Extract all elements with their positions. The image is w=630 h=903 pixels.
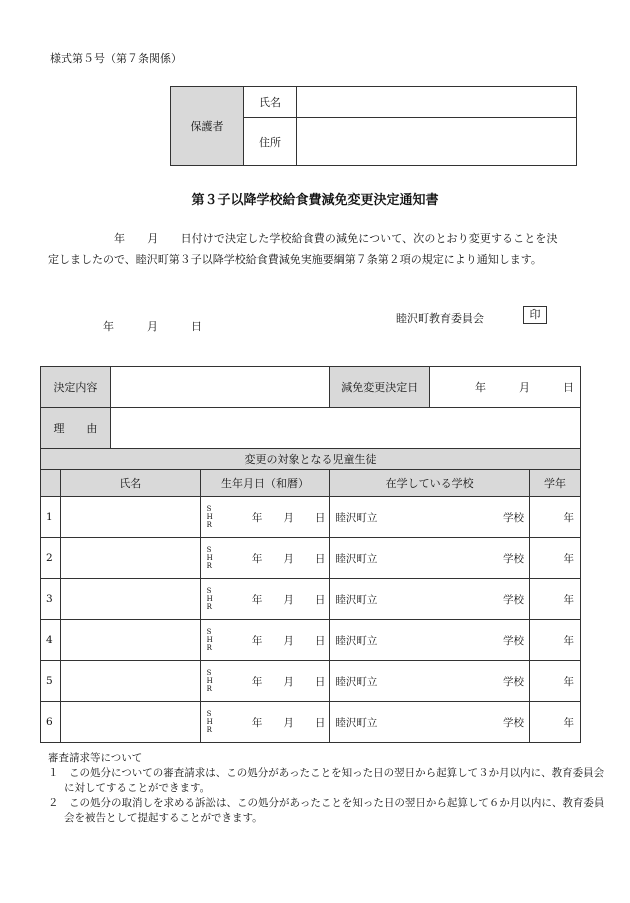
era-heisei: H [206, 513, 213, 521]
issuer-name: 睦沢町教育委員会 [396, 312, 484, 325]
student-dob-field[interactable] [200, 702, 330, 743]
school-header: 在学している学校 [330, 470, 530, 497]
school-suffix: 学校 [503, 717, 524, 729]
era-reiwa: R [206, 644, 212, 652]
era-marks [207, 505, 213, 529]
body-text [48, 228, 583, 270]
dob-value: 年 月 日 [251, 553, 326, 565]
school-suffix: 学校 [503, 594, 524, 606]
issue-date: 年 月 日 [103, 320, 202, 333]
row-number: 2 [41, 538, 61, 579]
school-prefix: 睦沢町立 [335, 553, 378, 565]
school-suffix: 学校 [503, 512, 524, 524]
decision-field[interactable] [110, 367, 329, 408]
student-dob-field[interactable] [200, 661, 330, 702]
era-reiwa: R [206, 562, 212, 570]
school-suffix: 学校 [503, 676, 524, 688]
notes [48, 751, 608, 826]
era-heisei: H [206, 636, 213, 644]
table-row [41, 538, 581, 579]
student-grade-field[interactable]: 年 [530, 661, 581, 702]
note-item-2: ２ この処分の取消しを求める訴訟は、この処分があったことを知った日の翌日から起算して６か月以内に、教育委員会を被告として提起することができます。 [48, 797, 605, 824]
dob-value: 年 月 日 [251, 676, 326, 688]
student-rows [41, 497, 581, 743]
guardian-name-field[interactable] [297, 87, 577, 118]
document-title: 第３子以降学校給食費減免変更決定通知書 [191, 193, 439, 208]
era-heisei: H [206, 718, 213, 726]
students-caption: 変更の対象となる児童生徒 [41, 449, 581, 470]
school-prefix: 睦沢町立 [335, 594, 378, 606]
school-prefix: 睦沢町立 [335, 512, 378, 524]
change-date-label: 減免変更決定日 [330, 367, 430, 408]
student-school-field[interactable] [330, 702, 530, 743]
name-header: 氏名 [60, 470, 200, 497]
guardian-address-field[interactable] [297, 118, 577, 166]
student-grade-field[interactable]: 年 [530, 579, 581, 620]
student-school-field[interactable] [330, 620, 530, 661]
era-marks [207, 669, 213, 693]
era-showa: S [206, 587, 212, 595]
era-showa: S [206, 546, 212, 554]
era-marks [207, 587, 213, 611]
reason-field[interactable] [110, 408, 580, 449]
table-row [41, 579, 581, 620]
student-name-field[interactable] [60, 702, 200, 743]
seal-mark: 印 [523, 306, 547, 324]
dob-value: 年 月 日 [251, 594, 326, 606]
student-name-field[interactable] [60, 579, 200, 620]
era-reiwa: R [206, 726, 212, 734]
row-number: 6 [41, 702, 61, 743]
table-row [41, 620, 581, 661]
student-name-field[interactable] [60, 661, 200, 702]
student-dob-field[interactable] [200, 620, 330, 661]
school-prefix: 睦沢町立 [335, 635, 378, 647]
student-dob-field[interactable] [200, 579, 330, 620]
student-school-field[interactable] [330, 579, 530, 620]
era-heisei: H [206, 595, 213, 603]
student-grade-field[interactable]: 年 [530, 620, 581, 661]
note-item-1: １ この処分についての審査請求は、この処分があったことを知った日の翌日から起算して３か月以内に、教育委員会に対してすることができます。 [48, 767, 605, 794]
school-prefix: 睦沢町立 [335, 717, 378, 729]
dob-value: 年 月 日 [251, 717, 326, 729]
era-showa: S [206, 710, 212, 718]
student-school-field[interactable] [330, 538, 530, 579]
era-marks [207, 628, 213, 652]
student-name-field[interactable] [60, 497, 200, 538]
school-suffix: 学校 [503, 635, 524, 647]
school-suffix: 学校 [503, 553, 524, 565]
guardian-name-label: 氏名 [244, 87, 297, 118]
row-number: 5 [41, 661, 61, 702]
grade-header: 学年 [530, 470, 581, 497]
dob-value: 年 月 日 [251, 635, 326, 647]
era-reiwa: R [206, 685, 212, 693]
era-marks [207, 710, 213, 734]
body-line-2: 定しましたので、睦沢町第３子以降学校給食費減免実施要綱第７条第２項の規定により通知します。 [48, 253, 542, 266]
form-number: 様式第５号（第７条関係） [50, 52, 182, 65]
guardian-table [170, 86, 577, 166]
change-date-field[interactable]: 年 月 日 [430, 367, 581, 408]
student-name-field[interactable] [60, 620, 200, 661]
reason-label: 理 由 [41, 408, 111, 449]
school-prefix: 睦沢町立 [335, 676, 378, 688]
row-number: 3 [41, 579, 61, 620]
student-name-field[interactable] [60, 538, 200, 579]
era-heisei: H [206, 677, 213, 685]
body-line-1: 年 月 日付けで決定した学校給食費の減免について、次のとおり変更することを決 [114, 232, 558, 245]
guardian-label: 保護者 [171, 87, 244, 166]
student-grade-field[interactable]: 年 [530, 497, 581, 538]
student-grade-field[interactable]: 年 [530, 538, 581, 579]
student-grade-field[interactable]: 年 [530, 702, 581, 743]
decision-label: 決定内容 [41, 367, 111, 408]
student-school-field[interactable] [330, 661, 530, 702]
era-showa: S [206, 628, 212, 636]
student-dob-field[interactable] [200, 497, 330, 538]
table-row [41, 661, 581, 702]
era-reiwa: R [206, 521, 212, 529]
row-number: 1 [41, 497, 61, 538]
notes-heading: 審査請求等について [48, 752, 143, 764]
guardian-address-label: 住所 [244, 118, 297, 166]
table-row [41, 702, 581, 743]
dob-header: 生年月日（和暦） [200, 470, 330, 497]
table-row [41, 497, 581, 538]
era-showa: S [206, 669, 212, 677]
student-school-field[interactable] [330, 497, 530, 538]
era-marks [207, 546, 213, 570]
number-header [41, 470, 61, 497]
era-showa: S [206, 505, 212, 513]
decision-table [40, 366, 581, 743]
era-heisei: H [206, 554, 213, 562]
row-number: 4 [41, 620, 61, 661]
student-dob-field[interactable] [200, 538, 330, 579]
dob-value: 年 月 日 [251, 512, 326, 524]
era-reiwa: R [206, 603, 212, 611]
